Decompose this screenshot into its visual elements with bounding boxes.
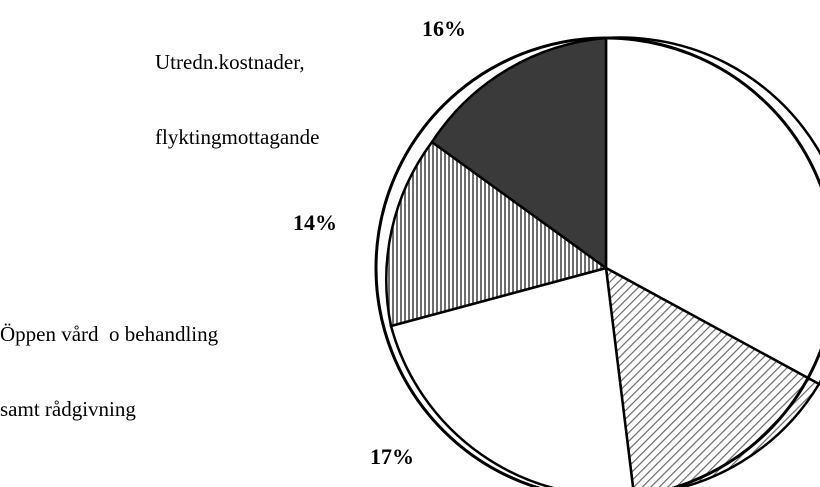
- label-utredningskostnader: [155, 0, 319, 200]
- label-utredningskostnader-line1: Utredn.kostnader,: [155, 50, 305, 74]
- value-label-14: 14%: [293, 210, 337, 235]
- label-oppen-vard-line1: Öppen vård o behandling: [0, 322, 219, 346]
- value-label-17: 17%: [370, 444, 414, 469]
- label-utredningskostnader-line2: flyktingmottagande: [155, 125, 320, 149]
- value-label-16: 16%: [422, 16, 466, 41]
- label-oppen-vard-line2: samt rådgivning: [0, 397, 136, 421]
- label-oppen-vard: [0, 272, 218, 472]
